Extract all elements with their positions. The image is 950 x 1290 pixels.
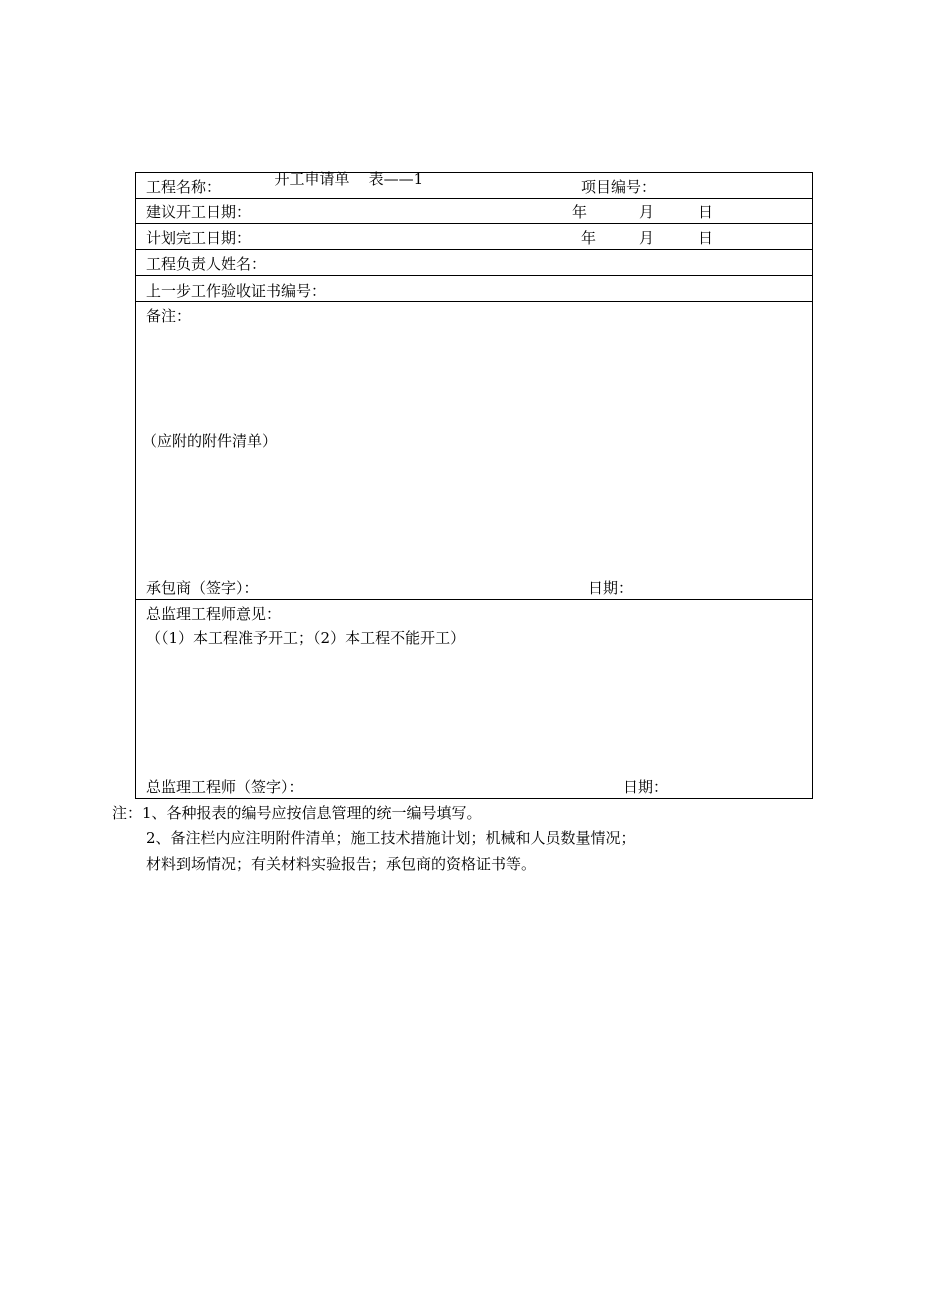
manager-label: 工程负责人姓名： [146, 255, 267, 273]
form-title-main: 开工申请单 [274, 170, 350, 188]
row-end-date [136, 224, 812, 250]
remarks-section [136, 302, 812, 600]
contractor-sign-label: 承包商（签字）： [146, 579, 259, 597]
remarks-label: 备注： [146, 307, 192, 325]
end-date-label: 计划完工日期： [146, 229, 252, 247]
attachments-list-label: （应附的附件清单） [142, 432, 278, 450]
start-year-label: 年 [572, 203, 588, 221]
end-day-label: 日 [698, 229, 714, 247]
project-name-label: 工程名称： [146, 178, 222, 196]
row-start-date [136, 199, 812, 224]
prev-cert-label: 上一步工作验收证书编号： [146, 282, 327, 300]
form-title-code: 表——1 [368, 170, 424, 188]
start-day-label: 日 [698, 203, 714, 221]
note-line-1: 注：1、各种报表的编号应按信息管理的统一编号填写。 [112, 804, 482, 822]
note-line-2: 2、备注栏内应注明附件清单；施工技术措施计划；机械和人员数量情况； [146, 829, 636, 847]
end-month-label: 月 [639, 229, 655, 247]
contractor-date-label: 日期： [588, 579, 634, 597]
row-prev-cert [136, 276, 812, 302]
opinion-section [136, 600, 812, 798]
row-project-name [136, 173, 812, 199]
row-manager [136, 250, 812, 276]
engineer-date-label: 日期： [623, 778, 669, 796]
opinion-label: 总监理工程师意见： [146, 605, 282, 623]
start-date-label: 建议开工日期： [146, 203, 252, 221]
project-no-label: 项目编号： [581, 178, 657, 196]
engineer-sign-label: 总监理工程师（签字）： [146, 778, 304, 796]
start-month-label: 月 [639, 203, 655, 221]
opinion-options: （（1）本工程准予开工；（2）本工程不能开工） [146, 629, 466, 647]
application-form [135, 172, 813, 799]
end-year-label: 年 [581, 229, 597, 247]
note-line-3: 材料到场情况；有关材料实验报告；承包商的资格证书等。 [146, 855, 537, 873]
